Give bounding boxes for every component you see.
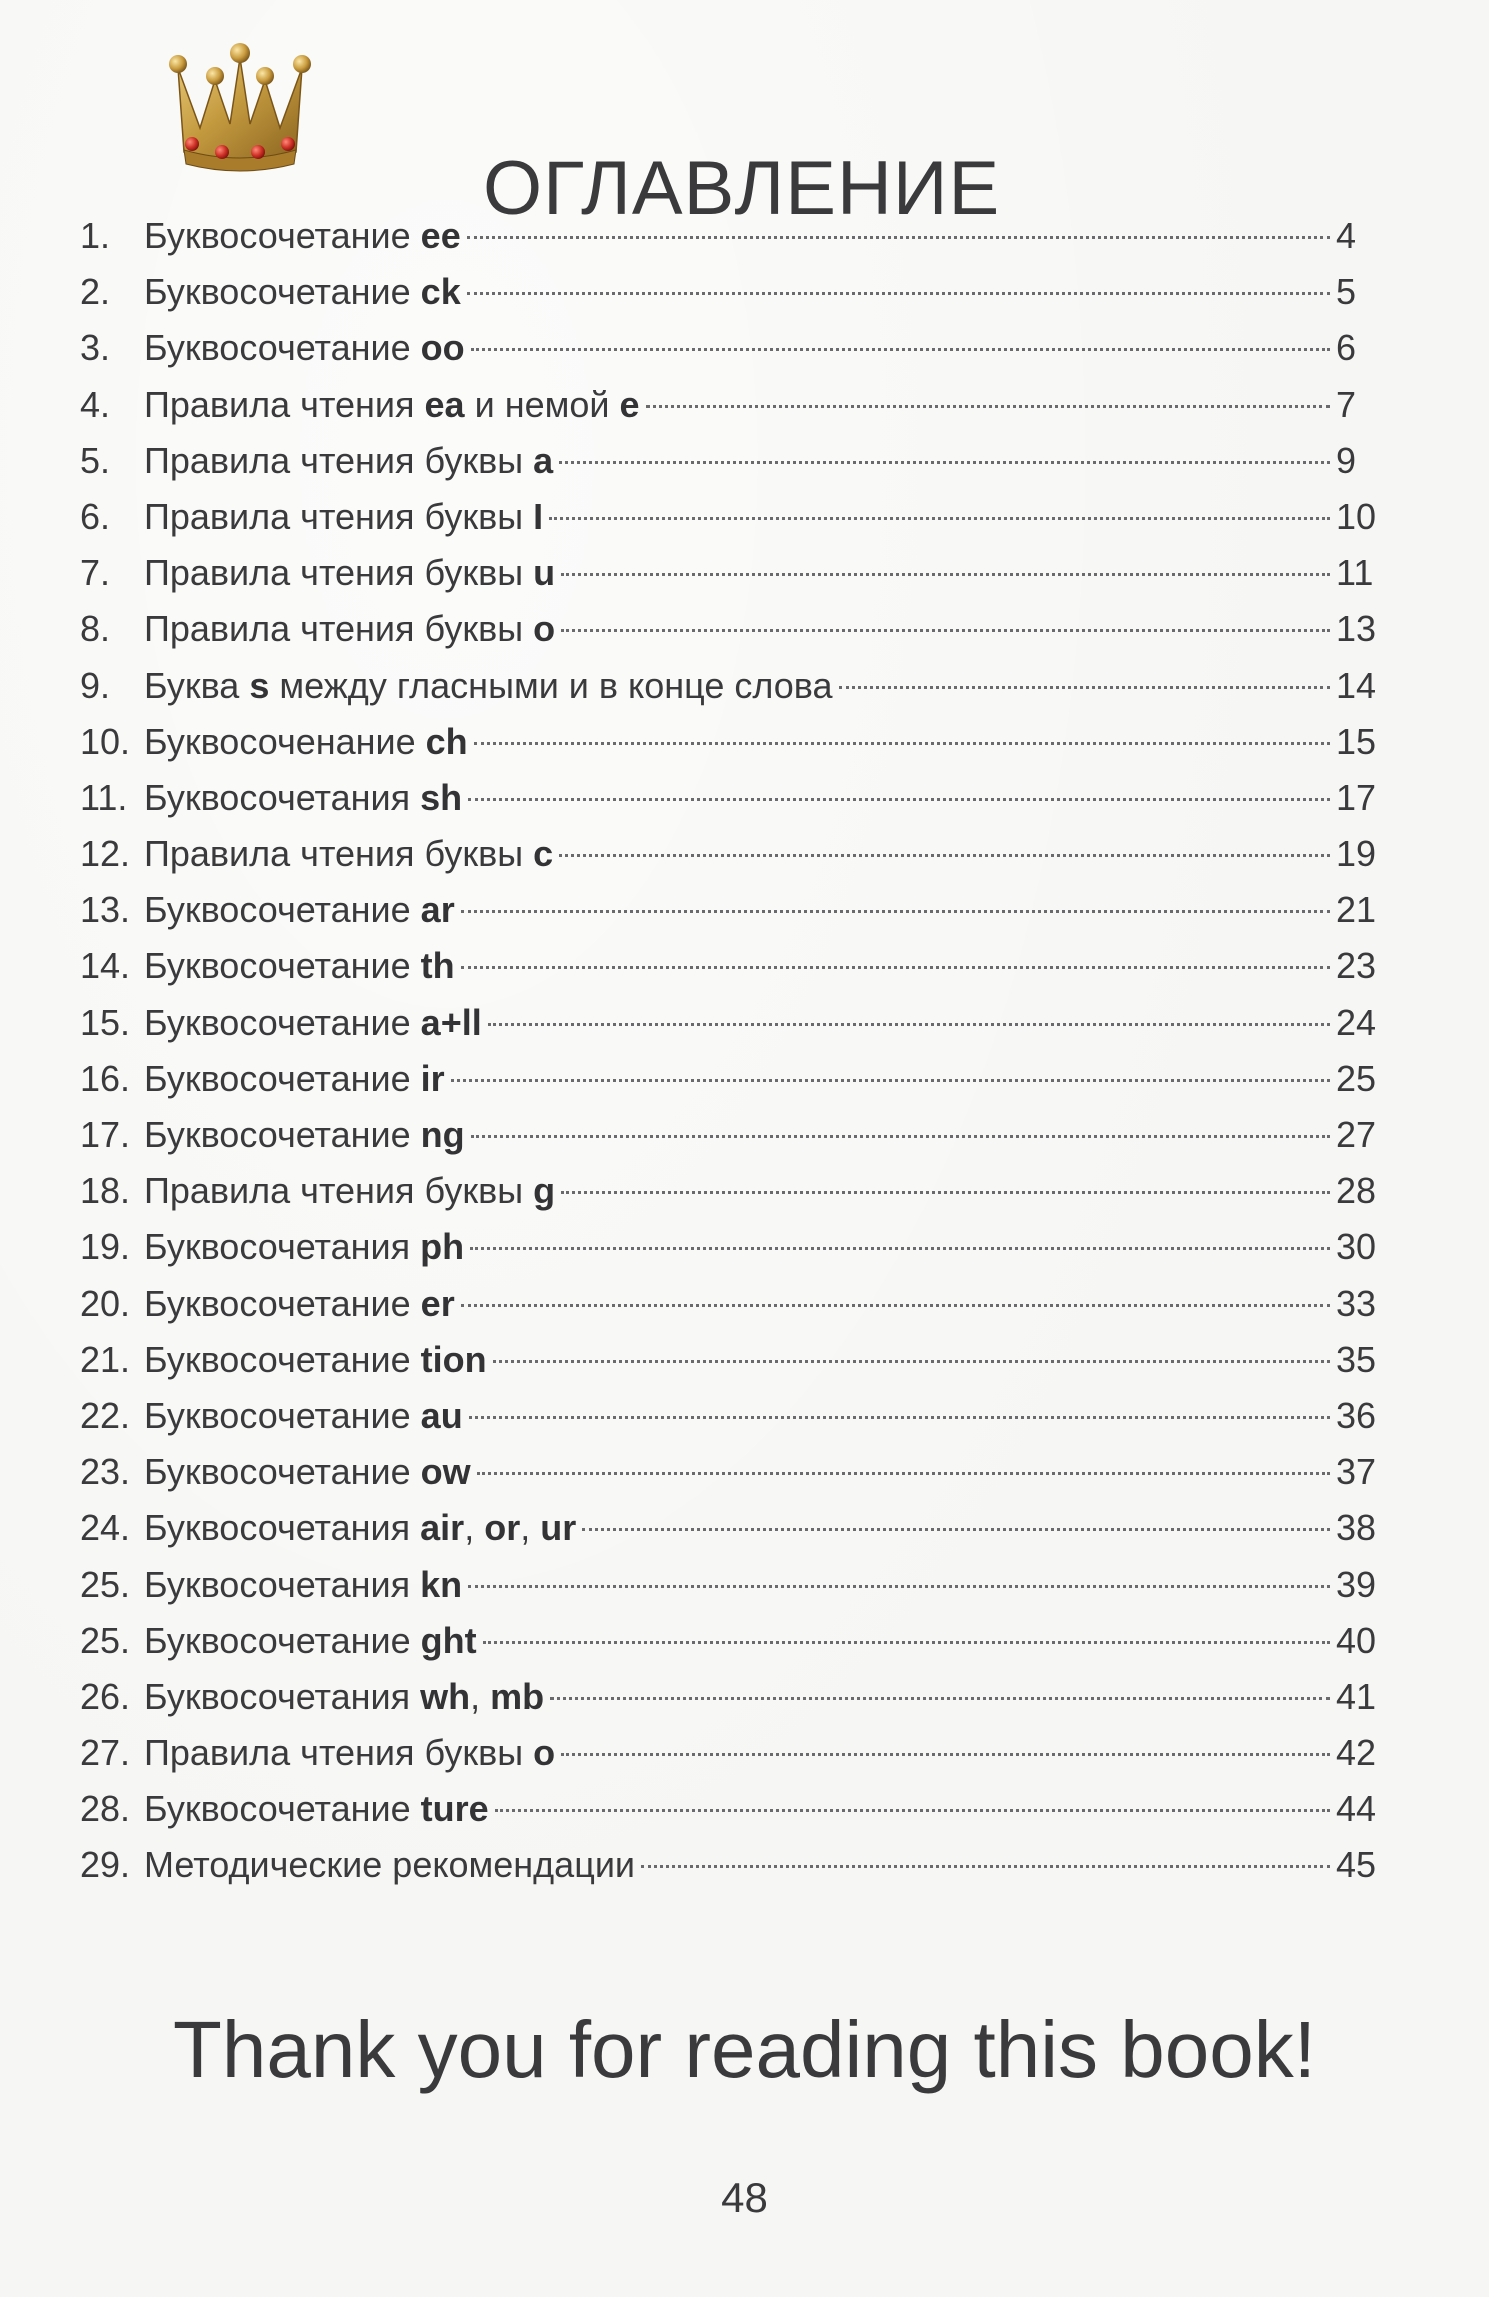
- toc-dot-leader: [467, 236, 1330, 239]
- toc-entry-title: [144, 1051, 445, 1107]
- toc-page-number: 19: [1336, 833, 1377, 875]
- toc-number: 6.: [80, 495, 111, 537]
- toc-page-number: 21: [1336, 889, 1377, 931]
- toc-letter-combination: or: [484, 1507, 521, 1549]
- toc-dot-leader: [641, 1865, 1330, 1868]
- toc-entry-title: [144, 208, 461, 264]
- toc-dot-leader: [550, 1697, 1330, 1700]
- toc-number: 26.: [80, 1675, 131, 1717]
- toc-page-number: 4: [1336, 215, 1357, 256]
- toc-entry-title: [144, 433, 553, 489]
- toc-number: 15.: [80, 1001, 131, 1043]
- toc-letter-combination: au: [420, 1394, 463, 1436]
- toc-entry-text: Буквосочетания: [144, 1563, 421, 1605]
- toc-number: 23.: [80, 1451, 131, 1493]
- toc-number: 10.: [80, 720, 131, 762]
- toc-number: 27.: [80, 1732, 131, 1774]
- toc-page-number: 25: [1336, 1057, 1377, 1099]
- toc-page-number: 38: [1336, 1507, 1377, 1549]
- toc-entry-text: Буквосочетания: [144, 1226, 421, 1268]
- toc-row: [80, 882, 1380, 938]
- toc-letter-combination: kn: [420, 1563, 463, 1605]
- toc-letter-combination: ir: [420, 1057, 445, 1099]
- toc-letter-combination: ur: [540, 1507, 577, 1549]
- toc-number: 11.: [80, 776, 128, 818]
- toc-entry-title: [144, 1276, 455, 1332]
- toc-page-number: 14: [1336, 664, 1377, 706]
- toc-entry-text: Правила чтения буквы: [144, 608, 534, 650]
- toc-entry-title: [144, 658, 833, 714]
- toc-entry-title: [144, 489, 543, 545]
- toc-dot-leader: [559, 461, 1330, 464]
- toc-page-number: 7: [1336, 383, 1357, 425]
- toc-page-number: 5: [1336, 271, 1357, 313]
- toc-entry-text: Правила чтения буквы: [144, 1170, 534, 1212]
- toc-entry-title: [144, 1500, 576, 1556]
- toc-dot-leader: [493, 1360, 1330, 1363]
- table-of-contents: [80, 208, 1380, 1894]
- toc-letter-combination: tion: [420, 1338, 487, 1380]
- toc-row: [80, 1669, 1380, 1725]
- toc-entry-title: [144, 1219, 464, 1275]
- toc-number: 8.: [80, 608, 111, 650]
- toc-page-number: 39: [1336, 1563, 1377, 1605]
- toc-dot-leader: [469, 1416, 1330, 1419]
- toc-number: 28.: [80, 1788, 131, 1830]
- toc-row: [80, 601, 1380, 657]
- toc-entry-text: Буква: [144, 664, 250, 706]
- toc-entry-title: [144, 1725, 555, 1781]
- toc-entry-text: Буквосочетания: [144, 776, 421, 818]
- toc-letter-combination: a+ll: [420, 1001, 482, 1043]
- toc-entry-text: и немой: [464, 383, 620, 425]
- toc-number: 25.: [80, 1563, 131, 1605]
- toc-dot-leader: [561, 1191, 1330, 1194]
- toc-row: [80, 714, 1380, 770]
- toc-page-number: 35: [1336, 1338, 1377, 1380]
- toc-row: [80, 433, 1380, 489]
- toc-entry-text: Буквосоченание: [144, 720, 426, 762]
- toc-number: 20.: [80, 1282, 131, 1324]
- toc-row: [80, 1276, 1380, 1332]
- toc-page-number: 30: [1336, 1226, 1377, 1268]
- toc-entry-text: Буквосочетание: [144, 1001, 421, 1043]
- toc-entry-text: Буквосочетание: [144, 1451, 421, 1493]
- toc-dot-leader: [461, 966, 1330, 969]
- toc-entry-title: [144, 1388, 463, 1444]
- toc-row: [80, 264, 1380, 320]
- toc-page-number: 37: [1336, 1451, 1377, 1493]
- toc-dot-leader: [474, 742, 1330, 745]
- toc-number: 13.: [80, 889, 131, 931]
- toc-number: 9.: [80, 664, 111, 706]
- toc-dot-leader: [468, 798, 1330, 801]
- toc-page-number: 28: [1336, 1170, 1377, 1212]
- toc-page-number: 45: [1336, 1844, 1377, 1886]
- thank-you-message: Thank you for reading this book!: [173, 2005, 1316, 2094]
- toc-entry-text: Буквосочетание: [144, 1338, 421, 1380]
- toc-row: [80, 1613, 1380, 1669]
- toc-number: 18.: [80, 1170, 131, 1212]
- toc-entry-text: Методические рекомендации: [144, 1844, 636, 1886]
- toc-letter-combination: ck: [420, 271, 461, 313]
- toc-page-number: 6: [1336, 327, 1357, 369]
- toc-number: 14.: [80, 945, 131, 987]
- toc-page-number: 44: [1336, 1788, 1377, 1830]
- toc-page-number: 33: [1336, 1282, 1377, 1324]
- toc-dot-leader: [561, 629, 1330, 632]
- toc-entry-text: Буквосочетания: [144, 1675, 421, 1717]
- toc-entry-text: Буквосочетание: [144, 271, 421, 313]
- toc-number: 7.: [80, 552, 111, 594]
- toc-entry-text: Буквосочетание: [144, 945, 421, 987]
- toc-dot-leader: [561, 1753, 1330, 1756]
- toc-letter-combination: o: [533, 608, 556, 650]
- toc-dot-leader: [461, 910, 1330, 913]
- toc-dot-leader: [582, 1528, 1330, 1531]
- toc-row: [80, 1557, 1380, 1613]
- toc-letter-combination: ow: [420, 1451, 471, 1493]
- toc-entry-text: Буквосочетание: [144, 1619, 421, 1661]
- toc-entry-title: [144, 264, 461, 320]
- toc-letter-combination: ar: [420, 889, 455, 931]
- toc-letter-combination: oo: [420, 327, 465, 369]
- toc-entry-title: [144, 1669, 544, 1725]
- toc-dot-leader: [488, 1023, 1330, 1026]
- toc-row: [80, 1051, 1380, 1107]
- toc-entry-title: [144, 938, 455, 994]
- toc-number: 17.: [80, 1114, 131, 1155]
- toc-page-number: 10: [1336, 495, 1377, 537]
- toc-row: [80, 489, 1380, 545]
- toc-row: [80, 1444, 1380, 1500]
- toc-letter-combination: o: [533, 1732, 556, 1774]
- toc-dot-leader: [561, 573, 1330, 576]
- toc-entry-title: [144, 1332, 487, 1388]
- toc-entry-title: [144, 320, 465, 376]
- toc-entry-text: Правила чтения буквы: [144, 439, 534, 481]
- toc-entry-title: [144, 995, 482, 1051]
- toc-entry-text: Буквосочетания: [144, 1507, 421, 1549]
- toc-number: 5.: [80, 439, 111, 481]
- toc-number: 16.: [80, 1057, 131, 1099]
- toc-row: [80, 1781, 1380, 1837]
- toc-entry-text: Буквосочетание: [144, 1114, 421, 1155]
- toc-letter-combination: I: [533, 495, 544, 537]
- toc-row: [80, 1107, 1380, 1163]
- toc-dot-leader: [471, 348, 1330, 351]
- toc-letter-combination: a: [533, 439, 554, 481]
- toc-letter-combination: air: [420, 1507, 465, 1549]
- toc-entry-text: Буквосочетание: [144, 1282, 421, 1324]
- toc-entry-text: Буквосочетание: [144, 327, 421, 369]
- toc-page-number: 9: [1336, 439, 1357, 481]
- toc-entry-title: [144, 1557, 462, 1613]
- toc-entry-title: [144, 882, 455, 938]
- toc-page-number: 36: [1336, 1394, 1377, 1436]
- toc-number: 19.: [80, 1226, 131, 1268]
- toc-row: [80, 320, 1380, 376]
- toc-page-number: 11: [1336, 552, 1374, 594]
- toc-letter-combination: ch: [425, 720, 468, 762]
- toc-row: [80, 1837, 1380, 1893]
- toc-entry-text: ,: [520, 1507, 541, 1549]
- toc-letter-combination: e: [619, 383, 640, 425]
- toc-row: [80, 938, 1380, 994]
- toc-letter-combination: s: [249, 664, 270, 706]
- toc-entry-title: [144, 714, 468, 770]
- toc-entry-title: [144, 601, 555, 657]
- toc-row: [80, 208, 1380, 264]
- toc-number: 4.: [80, 383, 111, 425]
- toc-number: 1.: [80, 215, 111, 256]
- toc-letter-combination: sh: [420, 776, 463, 818]
- toc-letter-combination: c: [533, 833, 554, 875]
- toc-entry-text: Буквосочетание: [144, 889, 421, 931]
- toc-row: [80, 1332, 1380, 1388]
- toc-letter-combination: ee: [420, 215, 461, 256]
- toc-page-number: 40: [1336, 1619, 1377, 1661]
- toc-entry-title: [144, 1837, 635, 1893]
- toc-letter-combination: ng: [420, 1114, 465, 1155]
- toc-letter-combination: ture: [420, 1788, 489, 1830]
- page-title: ОГЛАВЛЕНИЕ: [483, 145, 1001, 231]
- toc-entry-text: Правила чтения буквы: [144, 833, 534, 875]
- toc-dot-leader: [451, 1079, 1330, 1082]
- toc-number: 25.: [80, 1619, 131, 1661]
- toc-dot-leader: [559, 854, 1330, 857]
- toc-entry-text: Буквосочетание: [144, 1788, 421, 1830]
- toc-entry-title: [144, 770, 462, 826]
- toc-row: [80, 545, 1380, 601]
- toc-row: [80, 1219, 1380, 1275]
- toc-page-number: 23: [1336, 945, 1377, 987]
- toc-dot-leader: [477, 1472, 1330, 1475]
- toc-entry-title: [144, 1613, 477, 1669]
- toc-page-number: 17: [1336, 776, 1377, 818]
- toc-entry-title: [144, 545, 555, 601]
- toc-dot-leader: [839, 686, 1330, 689]
- toc-entry-text: Правила чтения буквы: [144, 1732, 534, 1774]
- toc-row: [80, 1500, 1380, 1556]
- toc-number: 2.: [80, 271, 111, 313]
- toc-page-number: 24: [1336, 1001, 1377, 1043]
- toc-entry-text: Буквосочетание: [144, 1057, 421, 1099]
- toc-dot-leader: [461, 1304, 1330, 1307]
- toc-entry-text: ,: [470, 1675, 491, 1717]
- toc-row: [80, 826, 1380, 882]
- toc-dot-leader: [468, 1585, 1330, 1588]
- toc-number: 3.: [80, 327, 111, 369]
- toc-entry-title: [144, 826, 553, 882]
- toc-entry-text: Правила чтения буквы: [144, 552, 534, 594]
- toc-dot-leader: [495, 1809, 1330, 1812]
- toc-row: [80, 995, 1380, 1051]
- toc-dot-leader: [467, 292, 1330, 295]
- toc-number: 24.: [80, 1507, 131, 1549]
- toc-letter-combination: wh: [420, 1675, 471, 1717]
- toc-page-number: 13: [1336, 608, 1377, 650]
- toc-entry-text: Правила чтения: [144, 383, 425, 425]
- toc-dot-leader: [470, 1247, 1330, 1250]
- toc-entry-title: [144, 1107, 465, 1163]
- toc-letter-combination: mb: [490, 1675, 545, 1717]
- toc-dot-leader: [483, 1641, 1330, 1644]
- toc-entry-text: ,: [464, 1507, 485, 1549]
- toc-letter-combination: u: [533, 552, 556, 594]
- page-number: 48: [721, 2174, 768, 2221]
- toc-page-number: 15: [1336, 720, 1377, 762]
- toc-letter-combination: er: [420, 1282, 455, 1324]
- toc-number: 21.: [80, 1338, 131, 1380]
- toc-entry-title: [144, 1163, 555, 1219]
- toc-entry-text: Буквосочетание: [144, 1394, 421, 1436]
- toc-row: [80, 770, 1380, 826]
- toc-row: [80, 1725, 1380, 1781]
- toc-entry-text: Буквосочетание: [144, 215, 421, 256]
- toc-number: 22.: [80, 1394, 131, 1436]
- toc-row: [80, 658, 1380, 714]
- toc-entry-title: [144, 1781, 489, 1837]
- toc-letter-combination: th: [420, 945, 455, 987]
- toc-dot-leader: [646, 405, 1330, 408]
- toc-row: [80, 377, 1380, 433]
- toc-entry-text: Правила чтения буквы: [144, 495, 534, 537]
- toc-number: 12.: [80, 833, 131, 875]
- toc-dot-leader: [471, 1135, 1330, 1138]
- toc-letter-combination: g: [533, 1170, 556, 1212]
- toc-letter-combination: ea: [424, 383, 465, 425]
- crown-icon: [160, 40, 320, 175]
- toc-row: [80, 1388, 1380, 1444]
- toc-letter-combination: ght: [420, 1619, 477, 1661]
- toc-page-number: 42: [1336, 1732, 1377, 1774]
- toc-row: [80, 1163, 1380, 1219]
- toc-page-number: 41: [1336, 1675, 1377, 1717]
- toc-entry-title: [144, 377, 640, 433]
- toc-number: 29.: [80, 1844, 131, 1886]
- toc-page-number: 27: [1336, 1114, 1377, 1155]
- toc-entry-title: [144, 1444, 471, 1500]
- toc-entry-text: между гласными и в конце слова: [269, 664, 833, 706]
- toc-letter-combination: ph: [420, 1226, 465, 1268]
- toc-dot-leader: [549, 517, 1330, 520]
